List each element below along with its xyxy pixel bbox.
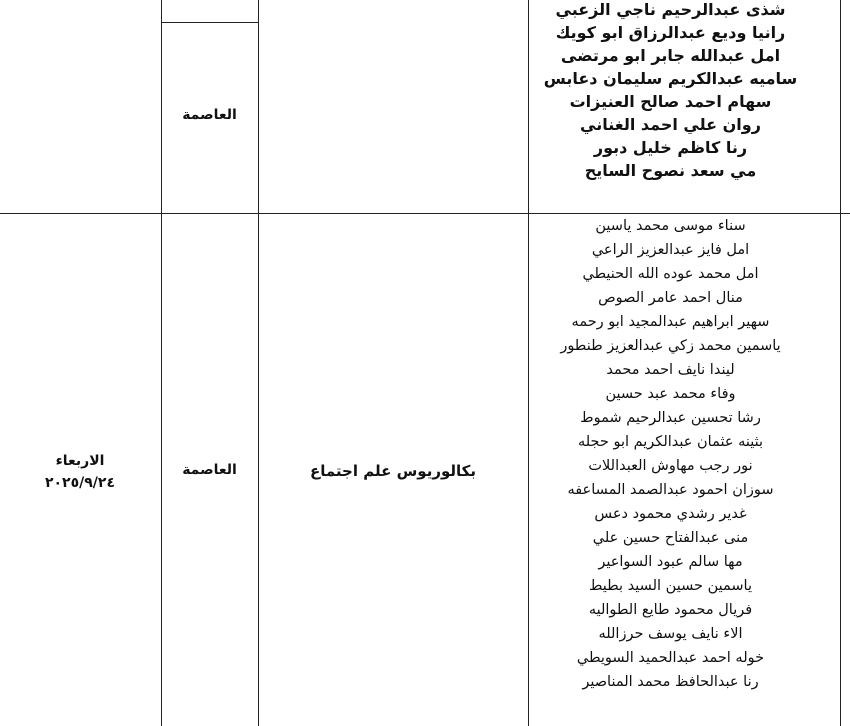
list-item: شذى عبدالرحيم ناجي الزعبي [555, 0, 786, 19]
list-item: مها سالم عبود السواعير [598, 554, 743, 570]
list-item: ياسمين حسين السيد بطيط [589, 578, 752, 594]
list-item: امل عبدالله جابر ابو مرتضى [560, 46, 781, 65]
list-item: رنا عبدالحافظ محمد المناصير [582, 674, 759, 690]
list-item: خوله احمد عبدالحميد السويطي [576, 650, 765, 666]
list-item: رنا كاظم خليل دبور [593, 138, 748, 157]
column-divider [258, 0, 259, 726]
list-item: سوزان احمود عبدالصمد المساعفه [567, 482, 774, 498]
region-cell-top: العاصمة [182, 107, 237, 123]
list-item: الاء نايف يوسف حرزالله [598, 626, 743, 642]
region-cell-main: العاصمة [182, 462, 237, 478]
list-item: مي سعد نصوح السايح [584, 161, 757, 180]
list-item: وفاء محمد عبد حسين [605, 386, 736, 402]
list-item: منال احمد عامر الصوص [598, 290, 743, 306]
names-list-main [533, 214, 808, 694]
row-divider [161, 22, 258, 23]
list-item: امل محمد عوده الله الحنيطي [582, 266, 759, 282]
date-cell [10, 450, 150, 494]
date-day: الاربعاء [55, 453, 105, 469]
column-divider [528, 0, 529, 726]
specialization-cell: بكالوريوس علم اجتماع [310, 462, 476, 480]
list-item: نور رجب مهاوش العبداللات [588, 458, 753, 474]
list-item: ساميه عبدالكريم سليمان دعابس [543, 69, 798, 88]
list-item: فريال محمود طايع الطواليه [588, 602, 753, 618]
list-item: سناء موسى محمد ياسين [595, 218, 746, 234]
list-item: امل فايز عبدالعزيز الراعي [591, 242, 750, 258]
date-value: ٢٠٢٥/٩/٢٤ [44, 475, 116, 491]
list-item: غدير رشدي محمود دعس [594, 506, 747, 522]
list-item: سهير ابراهيم عبدالمجيد ابو رحمه [571, 314, 770, 330]
column-divider [840, 0, 841, 726]
list-item: روان علي احمد الغناني [580, 115, 761, 134]
names-list-top [533, 0, 808, 182]
list-item: رشا تحسين عبدالرحيم شموط [580, 410, 761, 426]
list-item: ليندا نايف احمد محمد [606, 362, 735, 378]
list-item: سهام احمد صالح العنيزات [569, 92, 772, 111]
list-item: بثينه عثمان عبدالكريم ابو حجله [577, 434, 764, 450]
list-item: منى عبدالفتاح حسين علي [592, 530, 749, 546]
list-item: رانيا وديع عبدالرزاق ابو كويك [555, 23, 786, 42]
list-item: ياسمين محمد زكي عبدالعزيز طنطور [560, 338, 781, 354]
